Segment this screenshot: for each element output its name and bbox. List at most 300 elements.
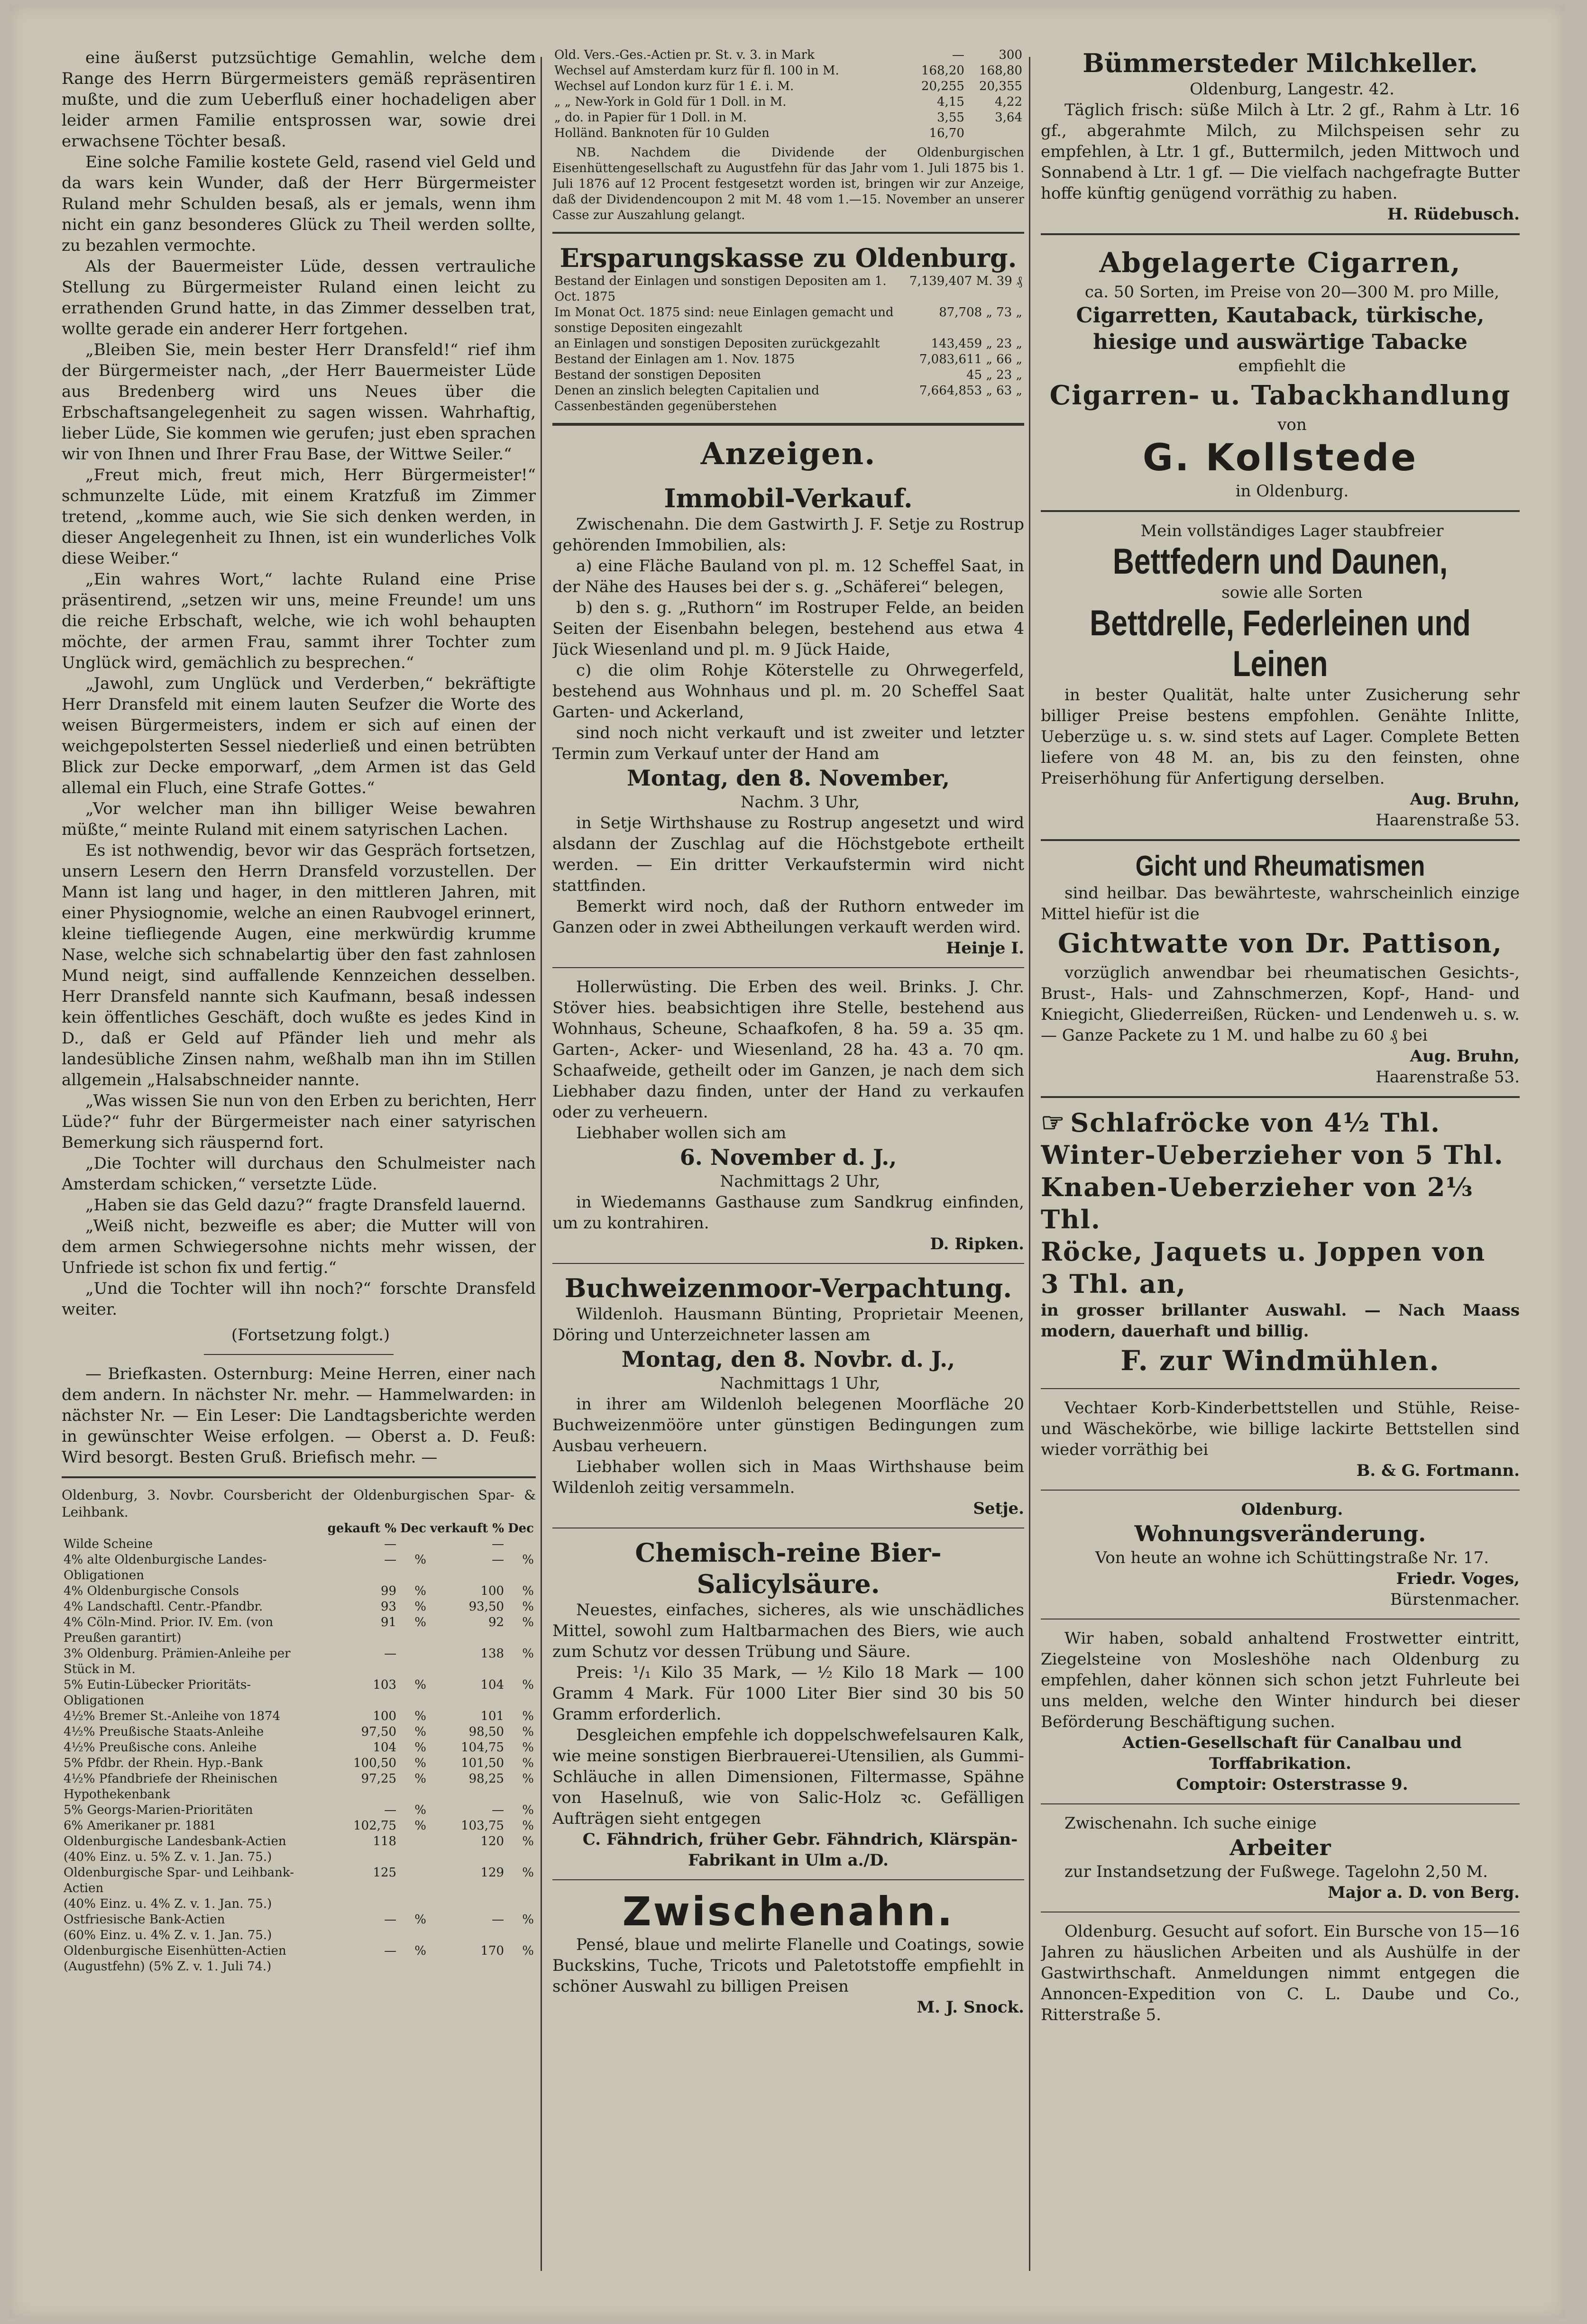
column-rule-2 [1029, 57, 1030, 2271]
salicyl-text: Neuestes, einfaches, sicheres, als wie unschädliches Mittel, sowohl zum Haltbarmachen des Biers, wie auch zum Schutz vor dessen Trübung und Säure. [552, 1601, 1024, 1661]
table-cell: 87,708 „ 73 „ [939, 305, 1022, 320]
table-cell: 4,15 [937, 95, 964, 109]
table-cell: 93 [380, 1600, 397, 1614]
cigar-name: G. Kollstede [1142, 437, 1418, 479]
story-paragraph: Als der Bauermeister Lüde, dessen vertrauliche Stellung zu Bürgermeister Ruland einen leicht zu errathenden Grund hatte, in das Zimmer desselben trat, wollte gerade ein anderer Herr fortgehen. [62, 257, 536, 339]
savings-row [552, 352, 1024, 367]
gicht-signature: Aug. Bruhn, [1410, 1047, 1520, 1066]
moving-title: Wohnungsveränderung. [1134, 1521, 1426, 1546]
clothing-line [1041, 1171, 1520, 1235]
clothing-text: in grosser brillanter Auswahl. — Nach Maass modern, dauerhaft und billig. [1041, 1301, 1520, 1341]
kurs-row [62, 1724, 536, 1740]
savings-row [552, 274, 1024, 305]
story-paragraph: „Weiß nicht, bezweifle es aber; die Mutter will von dem armen Schwiegersohne nichts mehr wissen, der Unfriede ist schon fix und fertig.“ [62, 1217, 536, 1277]
table-cell [428, 1928, 506, 1943]
table-cell [506, 1928, 536, 1943]
immobil-text [552, 514, 1024, 764]
clothing-line-text: Winter-Ueberzieher von 5 Thl. [1041, 1140, 1504, 1170]
salicyl-price: Preis: ¹/₁ Kilo 35 Mark, — ½ Kilo 18 Mark — 100 Gramm 4 Mark. Für 1000 Liter Bier sind 30 bis 50 Gramm erforderlich. [552, 1663, 1024, 1724]
table-cell: 120 [480, 1834, 505, 1848]
immobil-date: Montag, den 8. November, [627, 765, 950, 791]
table-cell: 7,139,407 M. 39 ₰ [909, 274, 1022, 288]
table-cell: 100,50 [353, 1756, 397, 1770]
clothing-line-text: Röcke, Jaquets u. Joppen von [1041, 1236, 1486, 1267]
cigar-subtitle: Cigarretten, Kautaback, türkische, hiesige und auswärtige Tabacke [1076, 303, 1485, 354]
buchweizen-title: Buchweizenmoor-Verpachtung. [564, 1273, 1012, 1303]
table-cell: % [522, 1647, 534, 1661]
exchange-row [552, 47, 1024, 63]
table-cell: % [522, 1678, 534, 1692]
divider [1041, 1096, 1520, 1098]
milch-signature: H. Rüdebusch. [1387, 205, 1520, 224]
table-cell: % [414, 1803, 426, 1817]
moving-signature: Friedr. Voges, [1396, 1569, 1520, 1588]
immobil-paragraph: in Setje Wirthshause zu Rostrup angesetzt und wird alsdann der Zuschlag auf die Höchstgebote ertheilt werden. — Ein dritter Verkaufstermin wird nicht stattfinden. [552, 814, 1024, 895]
table-cell: % [522, 1834, 534, 1848]
story-paragraph: „Vor welcher man ihn billiger Weise bewahren müßte,“ meinte Ruland mit einem satyrischen Lachen. [62, 799, 536, 839]
table-cell: (40% Einz. u. 5% Z. v. 1. Jan. 75.) [64, 1850, 272, 1864]
cigar-title: Abgelagerte Cigarren, [1099, 247, 1461, 279]
savings-row [552, 305, 1024, 336]
table-cell: 143,459 „ 23 „ [931, 337, 1022, 351]
frost-signature-2: Comptoir: Osterstrasse 9. [1176, 1775, 1408, 1794]
bett-mid: sowie alle Sorten [1221, 583, 1363, 602]
savings-row [552, 383, 1024, 414]
newspaper-page [9, 5, 1565, 2318]
basket-text: Vechtaer Korb-Kinderbettstellen und Stühle, Reise- und Wäschekörbe, wie billige lackirte Bettstellen sind wieder vorräthig bei [1041, 1399, 1520, 1459]
table-cell: Oldenburgische Eisenhütten-Actien (Augustfehn) (5% Z. v. 1. Juli 74.) [64, 1944, 286, 1974]
kurs-row [62, 1928, 536, 1943]
table-cell: % [522, 1553, 534, 1567]
kurs-row [62, 1834, 536, 1849]
zwischenahn-text: Pensé, blaue und melirte Flanelle und Coatings, sowie Buckskins, Tuche, Tricots und Paletotstoffe empfiehlt in schöner Auswahl zu billigen Preisen [552, 1935, 1024, 1996]
table-cell: 102,75 [353, 1819, 397, 1833]
table-cell: — [492, 1553, 505, 1567]
table-cell: — [384, 1803, 397, 1817]
table-cell: 6% Amerikaner pr. 1881 [64, 1819, 217, 1833]
gicht-text: sind heilbar. Das bewährteste, wahrscheinlich einzige Mittel hiefür ist die [1041, 884, 1520, 924]
table-cell: 4½% Bremer St.-Anleihe von 1874 [64, 1709, 281, 1723]
milch-text: Täglich frisch: süße Milch à Ltr. 2 gf., Rahm à Ltr. 16 gf., abgerahmte Milch, zu Milchspeisen sehr zu empfehlen, à Ltr. 1 gf., Buttermilch, jeden Mittwoch und Sonnabend à Ltr. 1 gf. — Die vielfach nachgefragte Butter hoffe künftig genügend vorräthig zu haben. [1041, 101, 1520, 203]
divider [1041, 510, 1520, 512]
holler-text2: Liebhaber wollen sich am [576, 1124, 787, 1143]
boy-wanted-text: Oldenburg. Gesucht auf sofort. Ein Bursche von 15—16 Jahren zu häuslichen Arbeiten und als Aushülfe in der Gastwirthschaft. Anmeldungen nimmt entgegen die Annoncen-Expedition von C. L. Daube und Co., Ritterstraße 5. [1041, 1922, 1520, 2024]
table-cell: 101,50 [461, 1756, 505, 1770]
table-cell: Old. Vers.-Ges.-Actien pr. St. v. 3. in Mark [554, 48, 815, 62]
savings-row [552, 367, 1024, 383]
table-cell: 170 [480, 1944, 505, 1958]
table-cell: 97,25 [361, 1772, 397, 1786]
table-cell: 7,083,611 „ 66 „ [919, 352, 1022, 366]
bett-signature: Aug. Bruhn, [1410, 790, 1520, 809]
table-cell: 16,70 [929, 126, 964, 140]
table-cell: 4½% Preußische Staats-Anleihe [64, 1725, 264, 1739]
table-cell: — [384, 1537, 397, 1551]
buchweizen-text2: in ihrer am Wildenloh belegenen Moorfläche 20 Buchweizenmööre unter günstigen Bedingungen zum Ausbau verheuern. [552, 1395, 1024, 1455]
zwischenahn-signature: M. J. Snock. [917, 1998, 1024, 2017]
table-cell: 97,50 [361, 1725, 397, 1739]
exchange-table [552, 47, 1024, 141]
table-cell: 3% Oldenburg. Prämien-Anleihe per Stück in M. [64, 1647, 291, 1676]
table-cell: 4½% Pfandbriefe der Rheinischen Hypothekenbank [64, 1772, 278, 1802]
table-cell: % [414, 1819, 426, 1833]
dividend-note: NB. Nachdem die Dividende der Oldenburgischen Eisenhüttengesellschaft zu Augustfehn für das Jahr vom 1. Juli 1875 bis 1. Juli 1876 auf 12 Procent festgesetzt worden ist, bringen wir zur Anzeige, daß der Dividendencoupon 2 mit M. 48 vom 1.—15. November an unserer Casse zur Auszahlung gelangt. [552, 146, 1024, 222]
continued-note: (Fortsetzung folgt.) [231, 1326, 390, 1345]
kurs-row [62, 1771, 536, 1802]
table-cell: 45 „ 23 „ [966, 368, 1022, 382]
milch-title: Bümmersteder Milchkeller. [1082, 48, 1478, 78]
holler-signature: D. Ripken. [930, 1235, 1024, 1253]
table-cell: 5% Pfdbr. der Rhein. Hyp.-Bank [64, 1756, 263, 1770]
table-cell: Holländ. Banknoten für 10 Gulden [554, 126, 770, 140]
kurs-row [62, 1537, 536, 1552]
table-cell [398, 1537, 428, 1552]
table-cell: % [414, 1912, 426, 1927]
table-cell [428, 1896, 506, 1912]
table-cell: 100 [480, 1584, 505, 1598]
divider [1041, 1803, 1520, 1804]
table-cell: „ do. in Papier für 1 Doll. in M. [554, 110, 747, 125]
table-cell: % [522, 1803, 534, 1817]
table-cell: 7,664,853 „ 63 „ [919, 384, 1022, 398]
table-cell: % [522, 1584, 534, 1598]
milch-address: Oldenburg, Langestr. 42. [1190, 80, 1394, 99]
kurs-row [62, 1646, 536, 1677]
divider [1041, 1388, 1520, 1389]
moving-signature-2: Bürstenmacher. [1390, 1590, 1520, 1609]
gicht-name: Gichtwatte von Dr. Pattison, [1057, 928, 1503, 959]
buchweizen-signature: Setje. [973, 1499, 1024, 1518]
table-cell: — [384, 1553, 397, 1567]
bett-title-2: Bettdrelle, Federleinen und Leinen [1090, 603, 1471, 684]
kurs-row [62, 1818, 536, 1834]
exchange-row [552, 110, 1024, 126]
frost-signature: Actien-Gesellschaft für Canalbau und Torffabrikation. [1122, 1733, 1462, 1773]
table-cell [966, 126, 1024, 141]
table-cell: Bestand der Einlagen und sonstigen Depositen am 1. Oct. 1875 [554, 274, 887, 304]
table-cell: Bestand der Einlagen am 1. Nov. 1875 [554, 352, 795, 366]
table-cell: 118 [373, 1834, 397, 1848]
table-cell: an Einlagen und sonstigen Depositen zurückgezahlt [554, 337, 880, 351]
table-cell: 20,355 [979, 79, 1022, 93]
serial-story [62, 47, 536, 1320]
table-cell [326, 1896, 398, 1912]
column-rule-1 [541, 57, 542, 2271]
table-header: verkauft % [430, 1521, 505, 1536]
divider [552, 1879, 1024, 1880]
table-cell: — [952, 48, 964, 62]
table-header: gekauft % [327, 1521, 397, 1536]
divider [552, 967, 1024, 968]
gicht-signature-2: Haarenstraße 53. [1376, 1068, 1520, 1087]
table-cell: % [414, 1709, 426, 1723]
table-header: Dec [400, 1521, 426, 1536]
clothing-line [1041, 1107, 1520, 1139]
story-paragraph: Eine solche Familie kostete Geld, rasend viel Geld und da wars kein Wunder, daß der Herr Bürgermeister Ruland mehr Schulden besaß, als er jemals, wenn ihm nicht ein ganz besonderes Glück zu Theil werden sollte, zu bezahlen vermochte. [62, 153, 536, 255]
kurs-row [62, 1912, 536, 1928]
clothing-shop-name: F. zur Windmühlen. [1120, 1345, 1440, 1377]
kurs-row [62, 1740, 536, 1756]
savings-row [552, 336, 1024, 352]
table-cell: 101 [480, 1709, 505, 1723]
immobil-paragraph: a) eine Fläche Bauland von pl. m. 12 Scheffel Saat, in der Nähe des Hauses bei der s. g. „Schäferei“ belegen, [552, 557, 1024, 596]
moving-text: Von heute an wohne ich Schüttingstraße Nr. 17. [1095, 1548, 1489, 1567]
table-cell: 104 [480, 1678, 505, 1692]
pointing-hand-icon: ☞ [1041, 1107, 1066, 1138]
column-ads [1041, 47, 1520, 2280]
table-cell: 100 [373, 1709, 397, 1723]
briefkasten: — Briefkasten. Osternburg: Meine Herren, einer nach dem andern. In nächster Nr. mehr. — Hammelwarden: in nächster Nr. — Ein Leser: Die Landtagsberichte werden in gewünschter Weise erfolgen. — Oberst a. D. Feuß: Wird besorgt. Besten Gruß. Briefisch mehr. — [62, 1364, 536, 1467]
moving-place: Oldenburg. [1241, 1500, 1343, 1519]
table-cell: 93,50 [468, 1600, 505, 1614]
table-cell: % [414, 1725, 426, 1739]
table-cell: % [414, 1553, 426, 1567]
table-cell: % [414, 1615, 426, 1629]
table-cell: Bestand der sonstigen Depositen [554, 368, 761, 382]
table-cell: 4% Landschaftl. Centr.-Pfandbr. [64, 1600, 263, 1614]
table-header [62, 1521, 326, 1537]
bett-title-1: Bettfedern und Daunen, [1112, 541, 1448, 582]
table-cell: — [384, 1647, 397, 1661]
worker-title: Arbeiter [1229, 1835, 1331, 1860]
table-cell: 4% Cöln-Mind. Prior. IV. Em. (von Preußen garantirt) [64, 1615, 274, 1645]
clothing-line [1041, 1235, 1520, 1268]
holler-time: Nachmittags 2 Uhr, [720, 1172, 881, 1191]
table-cell: 168,20 [921, 64, 964, 78]
table-cell: % [414, 1678, 426, 1692]
immobil-paragraph: Bemerkt wird noch, daß der Ruthorn entweder im Ganzen oder in zwei Abtheilungen verkauft werden wird. [552, 897, 1024, 937]
table-cell: — [492, 1537, 505, 1551]
table-cell: 5% Georgs-Marien-Prioritäten [64, 1803, 253, 1817]
story-paragraph: „Und die Tochter will ihn noch?“ forschte Dransfeld weiter. [62, 1279, 536, 1319]
table-cell: 92 [488, 1615, 505, 1629]
cigar-line: ca. 50 Sorten, im Preise von 20—300 M. pro Mille, [1084, 283, 1500, 302]
table-cell: % [522, 1866, 534, 1880]
exchange-row [552, 94, 1024, 110]
holler-text3: in Wiedemanns Gasthause zum Sandkrug einfinden, um zu kontrahiren. [552, 1193, 1024, 1233]
kurs-title: Oldenburg, 3. Novbr. Coursbericht der Oldenburgischen Spar- & Leihbank. [62, 1487, 536, 1520]
story-paragraph: „Haben sie das Geld dazu?“ fragte Dransfeld lauernd. [85, 1196, 526, 1215]
divider [552, 423, 1024, 426]
table-cell: % [522, 1912, 534, 1927]
table-cell: — [492, 1912, 505, 1927]
table-cell: 138 [480, 1647, 505, 1661]
divider [1041, 1490, 1520, 1491]
table-cell: 103 [373, 1678, 397, 1692]
table-cell [398, 1896, 428, 1912]
table-cell [428, 1849, 506, 1865]
bett-intro: Mein vollständiges Lager staubfreier [1140, 522, 1444, 540]
story-paragraph: „Die Tochter will durchaus den Schulmeister nach Amsterdam schicken,“ versetzte Lüde. [62, 1154, 536, 1194]
divider [1041, 233, 1520, 235]
kurs-row [62, 1583, 536, 1599]
table-cell: % [522, 1600, 534, 1614]
worker-text2: zur Instandsetzung der Fußwege. Tagelohn 2,50 M. [1064, 1862, 1488, 1881]
immobil-text2 [552, 813, 1024, 938]
table-cell [506, 1537, 536, 1552]
worker-text: Zwischenahn. Ich suche einige [1064, 1814, 1317, 1833]
ads-title: Anzeigen. [700, 436, 876, 472]
table-cell: 98,25 [468, 1772, 505, 1786]
table-cell: % [414, 1772, 426, 1786]
exchange-row [552, 63, 1024, 79]
table-cell: 4% alte Oldenburgische Landes-Obligationen [64, 1553, 267, 1583]
table-cell: Wechsel auf Amsterdam kurz für fl. 100 in M. [554, 64, 839, 78]
table-cell: — [384, 1944, 397, 1958]
kurs-row [62, 1599, 536, 1615]
divider [552, 232, 1024, 234]
exchange-row [552, 79, 1024, 94]
story-paragraph: „Bleiben Sie, mein bester Herr Dransfeld!“ rief ihm der Bürgermeister nach, „der Herr Bauermeister Lüde aus Bredenberg wird uns Neues über die Erbschaftsangelegenheit zu sagen wissen. Wahrhaftig, lieber Lüde, Sie kommen wie gerufen; just eben sprachen wir von Ihnen und Ihrer Frau Base, der Wittwe Seiler.“ [62, 340, 536, 464]
table-cell [506, 1896, 536, 1912]
worker-signature: Major a. D. von Berg. [1328, 1883, 1520, 1902]
table-cell: 104,75 [461, 1740, 505, 1755]
holler-text: Hollerwüsting. Die Erben des weil. Brinks. J. Chr. Stöver hies. beabsichtigen ihre Stelle, bestehend aus Wohnhaus, Scheune, Schaafkofen, 8 ha. 59 a. 35 qm. Garten-, Acker- und Wiesenland, 28 ha. 43 a. 70 qm. Schaafweide, getheilt oder im Ganzen, je nach dem sich Liebhaber dazu finden, unter der Hand zu verkaufen oder zu verheuern. [552, 978, 1024, 1122]
table-cell: % [414, 1944, 426, 1958]
kurs-row [62, 1756, 536, 1771]
story-paragraph: „Freut mich, freut mich, Herr Bürgermeister!“ schmunzelte Lüde, mit einem Kratzfuß im Zimmer tretend, „komme auch, wie Sie sich denken werden, in dieser Angelegenheit zu Ihnen, ist ein wunderliches Volk diese Weiber.“ [62, 466, 536, 568]
table-cell: Ostfriesische Bank-Actien [64, 1912, 225, 1927]
table-cell: 168,80 [979, 64, 1022, 78]
table-cell [506, 1849, 536, 1865]
table-cell: — [384, 1912, 397, 1927]
table-cell: % [522, 1944, 534, 1958]
savings-title: Ersparungskasse zu Oldenburg. [560, 243, 1017, 273]
table-cell: % [522, 1615, 534, 1629]
basket-signature: B. & G. Fortmann. [1356, 1461, 1520, 1480]
immobil-paragraph: c) die olim Rohje Köterstelle zu Ohrwegerfeld, bestehend aus Wohnhaus und pl. m. 20 Scheffel Saat Garten- und Ackerland, [552, 661, 1024, 722]
story-paragraph: eine äußerst putzsüchtige Gemahlin, welche dem Range des Herrn Bürgermeisters gemäß repräsentiren mußte, und die zum Ueberfluß einer hochadeligen aber leider armen Familie entsprossen war, sowie drei erwachsene Töchter besaß. [62, 48, 536, 151]
table-cell: Wilde Scheine [64, 1537, 153, 1551]
immobil-signature: Heinje I. [946, 939, 1024, 958]
buchweizen-text3: Liebhaber wollen sich in Maas Wirthshause beim Wildenloh zeitig versammeln. [552, 1457, 1024, 1497]
kurs-row [62, 1709, 536, 1724]
table-cell [326, 1849, 398, 1865]
table-cell: 104 [373, 1740, 397, 1755]
kurs-row [62, 1552, 536, 1583]
table-cell: Denen an zinslich belegten Capitalien und Cassenbeständen gegenüberstehen [554, 384, 819, 413]
table-cell: 129 [480, 1866, 505, 1880]
immobil-title: Immobil-Verkauf. [664, 483, 913, 513]
zwischenahn-title: Zwischenahn. [622, 1888, 954, 1935]
kurs-row [62, 1865, 536, 1896]
table-cell: Im Monat Oct. 1875 sind: neue Einlagen gemacht und sonstige Depositen eingezahlt [554, 305, 894, 335]
table-cell [398, 1865, 428, 1896]
kurs-row [62, 1943, 536, 1975]
table-cell: (40% Einz. u. 4% Z. v. 1. Jan. 75.) [64, 1897, 272, 1911]
kurs-table [62, 1521, 536, 1975]
table-cell: „ „ New-York in Gold für 1 Doll. in M. [554, 95, 787, 109]
frost-text: Wir haben, sobald anhaltend Frostwetter eintritt, Ziegelsteine von Mosleshöhe nach Oldenburg zu empfehlen, daher können sich schon jetzt Fuhrleute bei uns melden, welche den Winter hindurch bei dieser Beförderung Beschäftigung suchen. [1041, 1629, 1520, 1731]
table-cell: 103,75 [461, 1819, 505, 1833]
table-cell: % [522, 1725, 534, 1739]
clothing-ad-lines [1041, 1107, 1520, 1300]
table-cell [398, 1646, 428, 1677]
table-cell [398, 1849, 428, 1865]
table-cell: (60% Einz. u. 4% Z. v. 1. Jan. 75.) [64, 1928, 272, 1942]
table-cell: 98,50 [468, 1725, 505, 1739]
cigar-place: in Oldenburg. [1235, 482, 1349, 501]
kurs-row [62, 1615, 536, 1646]
table-cell: Oldenburgische Spar- und Leihbank-Actien [64, 1866, 294, 1895]
table-cell: % [522, 1772, 534, 1786]
table-cell: Oldenburgische Landesbank-Actien [64, 1834, 286, 1848]
exchange-row [552, 126, 1024, 141]
buchweizen-date: Montag, den 8. Novbr. d. J., [621, 1346, 955, 1372]
immobil-paragraph: b) den s. g. „Ruthorn“ im Rostruper Felde, an beiden Seiten der Eisenbahn belegen, bestehend aus etwa 4 Jück Wiesenland und pl. m. 9 Jück Haide, [552, 598, 1024, 659]
story-paragraph: „Jawohl, zum Unglück und Verderben,“ bekräftigte Herr Dransfeld mit einem lauten Seufzer die Worte des weisen Bürgermeisters, indem er sich auf einen der weichgepolsterten Sessel niederließ und einen betrübten Blick zur Decke emporwarf, „dem Armen ist das Geld allemal ein Fluch, eine Strafe Gottes.“ [62, 674, 536, 797]
kurs-row [62, 1849, 536, 1865]
table-cell: % [522, 1756, 534, 1770]
immobil-time: Nachm. 3 Uhr, [740, 793, 860, 812]
immobil-paragraph: Zwischenahn. Die dem Gastwirth J. F. Setje zu Rostrup gehörenden Immobilien, als: [552, 515, 1024, 555]
story-paragraph: Es ist nothwendig, bevor wir das Gespräch fortsetzen, unsern Lesern den Herrn Dransfeld vorzustellen. Der Mann ist lang und hager, in den mittleren Jahren, mit einer Physiognomie, welche an einen Raubvogel erinnert, kleine tiefliegende Augen, eine merkwürdig krumme Nase, welche sich schnabelartig über den fast zahnlosen Mund neigt, sind auffallende Kennzeichen desselben. Herr Dransfeld nannte sich Kaufmann, besaß indessen kein öffentliches Geschäft, doch wußte es jedes Kind in D., daß er Geld auf Pfänder lieh und mehr als landesübliche Zinsen nahm, weßhalb man ihn im Stillen allgemein „Halsabschneider nannte. [62, 841, 536, 1089]
immobil-paragraph: sind noch nicht verkauft und ist zweiter und letzter Termin zum Verkauf unter der Hand am [552, 723, 1024, 763]
gicht-text2: vorzüglich anwendbar bei rheumatischen Gesichts-, Brust-, Hals- und Zahnschmerzen, Kopf-, Hand- und Kniegicht, Gliederreißen, Rücken- und Lendenweh u. s. w. — Ganze Packete zu 1 M. und halbe zu 60 ₰ bei [1041, 963, 1520, 1045]
clothing-line [1041, 1268, 1520, 1300]
kurs-row [62, 1896, 536, 1912]
table-cell [326, 1928, 398, 1943]
table-cell [398, 1834, 428, 1849]
table-cell: % [414, 1600, 426, 1614]
cigar-von: von [1277, 415, 1307, 434]
clothing-line [1041, 1139, 1520, 1171]
table-cell: % [522, 1819, 534, 1833]
story-paragraph: „Ein wahres Wort,“ lachte Ruland eine Prise präsentirend, „setzen wir uns, meine Freunde! um uns die reiche Erbschaft, welche, wie ich wohl behaupten möchte, der armen Frau, sammt ihrer Tochter zum Unglück wird, gemächlich zu besprechen.“ [62, 570, 536, 672]
table-cell: % [522, 1740, 534, 1755]
table-cell: 99 [380, 1584, 397, 1598]
kurs-row [62, 1677, 536, 1709]
cigar-shop: Cigarren- u. Tabackhandlung [1049, 380, 1511, 411]
table-cell: 91 [380, 1615, 397, 1629]
table-cell: % [522, 1709, 534, 1723]
kurs-row [62, 1802, 536, 1818]
salicyl-title: Chemisch-reine Bier-Salicylsäure. [635, 1537, 942, 1599]
cigar-recommends: empfiehlt die [1238, 357, 1346, 375]
table-cell: 5% Eutin-Lübecker Prioritäts-Obligationen [64, 1678, 251, 1708]
table-cell [398, 1928, 428, 1943]
gicht-title: Gicht und Rheumatismen [1135, 850, 1425, 882]
table-cell: 3,64 [995, 110, 1022, 125]
divider [1041, 839, 1520, 841]
clothing-line-text: Knaben-Ueberzieher von 2⅓ Thl. [1041, 1172, 1474, 1235]
table-cell: % [414, 1584, 426, 1598]
salicyl-signature: C. Fähndrich, früher Gebr. Fähndrich, Klärspän-Fabrikant in Ulm a./D. [582, 1830, 1018, 1870]
bett-signature-2: Haarenstraße 53. [1376, 811, 1520, 830]
table-cell: % [414, 1756, 426, 1770]
buchweizen-time: Nachmittags 1 Uhr, [720, 1374, 881, 1393]
table-cell: 3,55 [937, 110, 964, 125]
holler-date: 6. November d. J., [679, 1144, 897, 1170]
column-story [62, 47, 536, 2280]
table-header: Dec [508, 1521, 534, 1536]
table-cell: 125 [373, 1866, 397, 1880]
divider [552, 1263, 1024, 1264]
table-cell: 4,22 [995, 95, 1022, 109]
table-cell: Wechsel auf London kurz für 1 £. i. M. [554, 79, 794, 93]
table-cell: 20,255 [921, 79, 964, 93]
table-cell: % [414, 1740, 426, 1755]
bett-text: in bester Qualität, halte unter Zusicherung sehr billiger Preise bestens empfohlen. Genähte Inlitte, Ueberzüge u. s. w. sind stets auf Lager. Complete Betten liefere von 48 M. an, bis zu den feinsten, ohne Preiserhöhung für Anfertigung derselben. [1041, 686, 1520, 788]
table-cell: 4% Oldenburgische Consols [64, 1584, 239, 1598]
buchweizen-text: Wildenloh. Hausmann Bünting, Proprietair Meenen, Döring und Unterzeichneter lassen am [552, 1305, 1024, 1345]
salicyl-text2: Desgleichen empfehle ich doppelschwefelsauren Kalk, wie meine sonstigen Bierbrauerei-Utensilien, als Gummi-Schläuche in allen Dimensionen, Filtermasse, Spähne von Haselnuß, wie von Salic-Holz ꝛc. Gefälligen Aufträgen sieht entgegen [552, 1726, 1024, 1828]
table-cell: — [492, 1803, 505, 1817]
clothing-line-text: 3 Thl. an, [1041, 1269, 1186, 1299]
column-middle [552, 47, 1024, 2280]
divider [62, 1476, 536, 1478]
clothing-line-text: Schlafröcke von 4½ Thl. [1070, 1107, 1440, 1138]
